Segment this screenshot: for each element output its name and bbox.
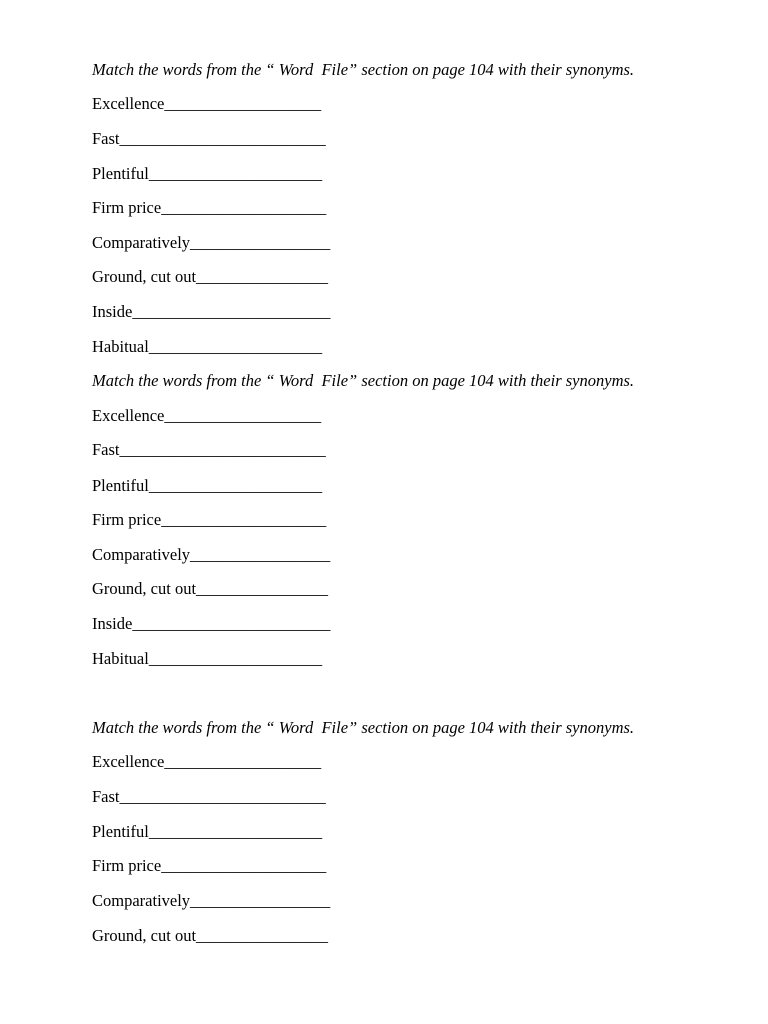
worksheet-item: Ground, cut out________________ (92, 579, 329, 598)
worksheet-item: Excellence___________________ (92, 94, 322, 113)
worksheet-item: Firm price____________________ (92, 510, 327, 529)
worksheet-item: Plentiful_____________________ (92, 822, 323, 841)
worksheet-item: Comparatively_________________ (92, 545, 331, 564)
worksheet-item: Excellence___________________ (92, 406, 322, 425)
worksheet-item: Excellence___________________ (92, 752, 322, 771)
worksheet-item: Plentiful_____________________ (92, 476, 323, 495)
worksheet-item: Ground, cut out________________ (92, 267, 329, 286)
instruction-text: Match the words from the “ Word File” section on page 104 with their synonyms. (92, 60, 635, 79)
worksheet-item: Firm price____________________ (92, 856, 327, 875)
worksheet-item: Plentiful_____________________ (92, 164, 323, 183)
instruction-text: Match the words from the “ Word File” section on page 104 with their synonyms. (92, 371, 635, 390)
worksheet-item: Inside________________________ (92, 302, 331, 321)
worksheet-item: Comparatively_________________ (92, 233, 331, 252)
worksheet-item: Habitual_____________________ (92, 649, 323, 668)
worksheet-item: Firm price____________________ (92, 198, 327, 217)
worksheet-item: Inside________________________ (92, 614, 331, 633)
worksheet-item: Comparatively_________________ (92, 891, 331, 910)
worksheet-item: Fast_________________________ (92, 129, 326, 148)
worksheet-item: Fast_________________________ (92, 440, 326, 459)
instruction-text: Match the words from the “ Word File” section on page 104 with their synonyms. (92, 718, 635, 737)
worksheet-item: Ground, cut out________________ (92, 926, 329, 945)
worksheet-item: Habitual_____________________ (92, 337, 323, 356)
worksheet-item: Fast_________________________ (92, 787, 326, 806)
